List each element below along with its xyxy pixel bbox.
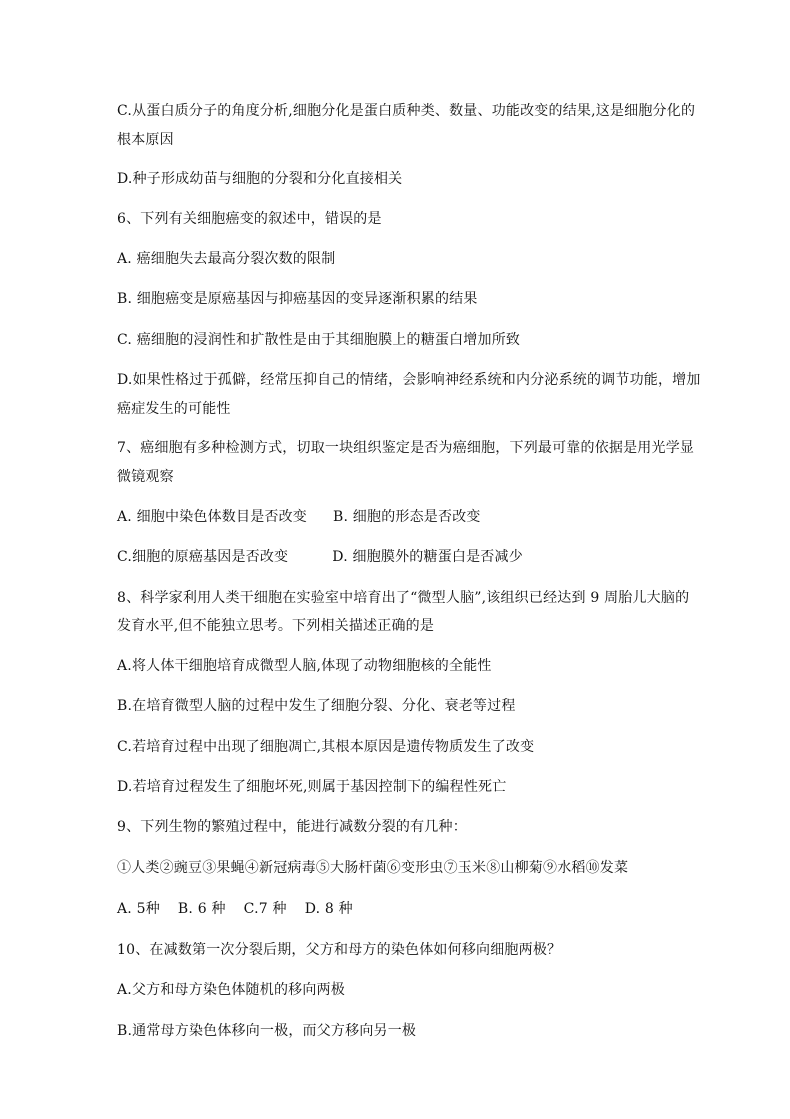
q6-option-c: C. 癌细胞的浸润性和扩散性是由于其细胞膜上的糖蛋白增加所致: [117, 332, 521, 348]
q7-options-row2: [117, 547, 523, 567]
q9-option-d: D. 8 种: [304, 901, 353, 917]
q9-options-row: [117, 899, 353, 919]
q5-option-d: D.种子形成幼苗与细胞的分裂和分化直接相关: [117, 171, 403, 187]
q6-option-a: A. 癌细胞失去最高分裂次数的限制: [117, 251, 336, 267]
q7-option-d: D. 细胞膜外的糖蛋白是否减少: [332, 549, 523, 565]
q6-option-d-line1: D.如果性格过于孤僻，经常压抑自己的情绪，会影响神经系统和内分泌系统的调节功能，增加: [117, 372, 701, 388]
q7-option-b: B. 细胞的形态是否改变: [333, 509, 481, 525]
q8-option-a: A.将人体干细胞培育成微型人脑,体现了动物细胞核的全能性: [117, 658, 492, 674]
q7-option-a: A. 细胞中染色体数目是否改变: [117, 509, 308, 525]
q8-option-d: D.若培育过程发生了细胞坏死,则属于基因控制下的编程性死亡: [117, 779, 507, 795]
q7-stem-line2: 微镜观察: [117, 469, 174, 485]
q8-option-b: B.在培育微型人脑的过程中发生了细胞分裂、分化、衰老等过程: [117, 698, 516, 714]
q6-option-b: B. 细胞癌变是原癌基因与抑癌基因的变异逐渐积累的结果: [117, 291, 478, 307]
q10-option-b: B.通常母方染色体移向一极，而父方移向另一极: [117, 1023, 417, 1039]
q6-option-d-line2: 癌症发生的可能性: [117, 401, 231, 417]
q7-options-row1: [117, 507, 481, 527]
q8-stem-line2: 发育水平,但不能独立思考。下列相关描述正确的是: [117, 618, 435, 634]
q8-option-c: C.若培育过程中出现了细胞凋亡,其根本原因是遗传物质发生了改变: [117, 739, 535, 755]
q10-option-a: A.父方和母方染色体随机的移向两极: [117, 982, 345, 998]
q9-stem: 9、下列生物的繁殖过程中，能进行减数分裂的有几种：: [117, 819, 467, 835]
q8-stem-line1: 8、科学家利用人类干细胞在实验室中培育出了“微型人脑”,该组织已经达到 9 周胎儿大脑的: [117, 590, 690, 606]
q7-option-c: C.细胞的原癌基因是否改变: [117, 549, 289, 565]
q9-option-b: B. 6 种: [177, 901, 226, 917]
q9-option-a: A. 5种: [117, 901, 160, 917]
q9-organism-list: ①人类②豌豆③果蝇④新冠病毒⑤大肠杆菌⑥变形虫⑦玉米⑧山柳菊⑨水稻⑩发菜: [117, 860, 629, 876]
q5-option-c-line2: 根本原因: [117, 132, 174, 148]
q10-stem: 10、在减数第一次分裂后期，父方和母方的染色体如何移向细胞两极？: [117, 942, 562, 958]
q7-stem-line1: 7、癌细胞有多种检测方式，切取一块组织鉴定是否为癌细胞，下列最可靠的依据是用光学显: [117, 440, 695, 456]
q9-option-c: C.7 种: [243, 901, 287, 917]
q6-stem: 6、下列有关细胞癌变的叙述中，错误的是: [117, 211, 382, 227]
q5-option-c-line1: C.从蛋白质分子的角度分析,细胞分化是蛋白质种类、数量、功能改变的结果,这是细胞分化的: [117, 103, 696, 119]
